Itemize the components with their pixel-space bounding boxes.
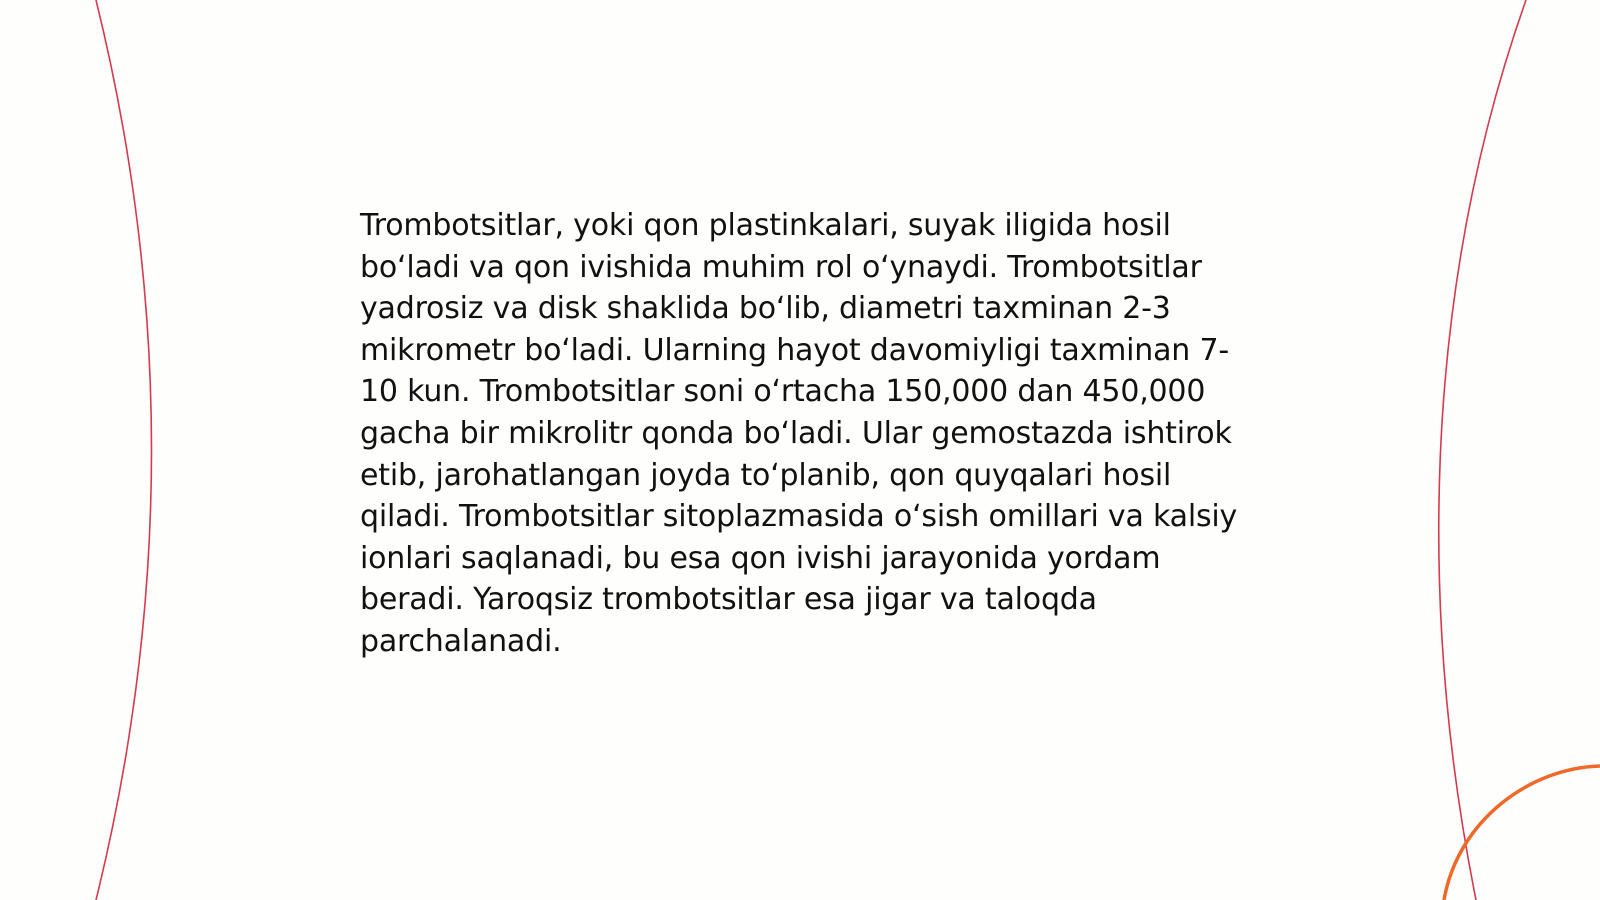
orange-arc [1444, 766, 1600, 900]
right-curve-line [1439, 0, 1526, 900]
left-curve-line [96, 0, 152, 900]
body-paragraph: Trombotsitlar, yoki qon plastinkalari, suyak iligida hosil boʻladi va qon ivishida muhim rol oʻynaydi. Trombotsitlar yadrosiz va disk shaklida boʻlib, diametri taxminan 2-3 mikrometr boʻladi. Ularning hayot davomiyligi taxminan 7-10 kun. Trombotsitlar soni oʻrtacha 150,000 dan 450,000 gacha bir mikrolitr qonda boʻladi. Ular gemostazda ishtirok etib, jarohatlangan joyda toʻplanib, qon quyqalari hosil qiladi. Trombotsitlar sitoplazmasida oʻsish omillari va kalsiy ionlari saqlanadi, bu esa qon ivishi jarayonida yordam beradi. Yaroqsiz trombotsitlar esa jigar va taloqda parchalanadi. [360, 208, 1238, 659]
